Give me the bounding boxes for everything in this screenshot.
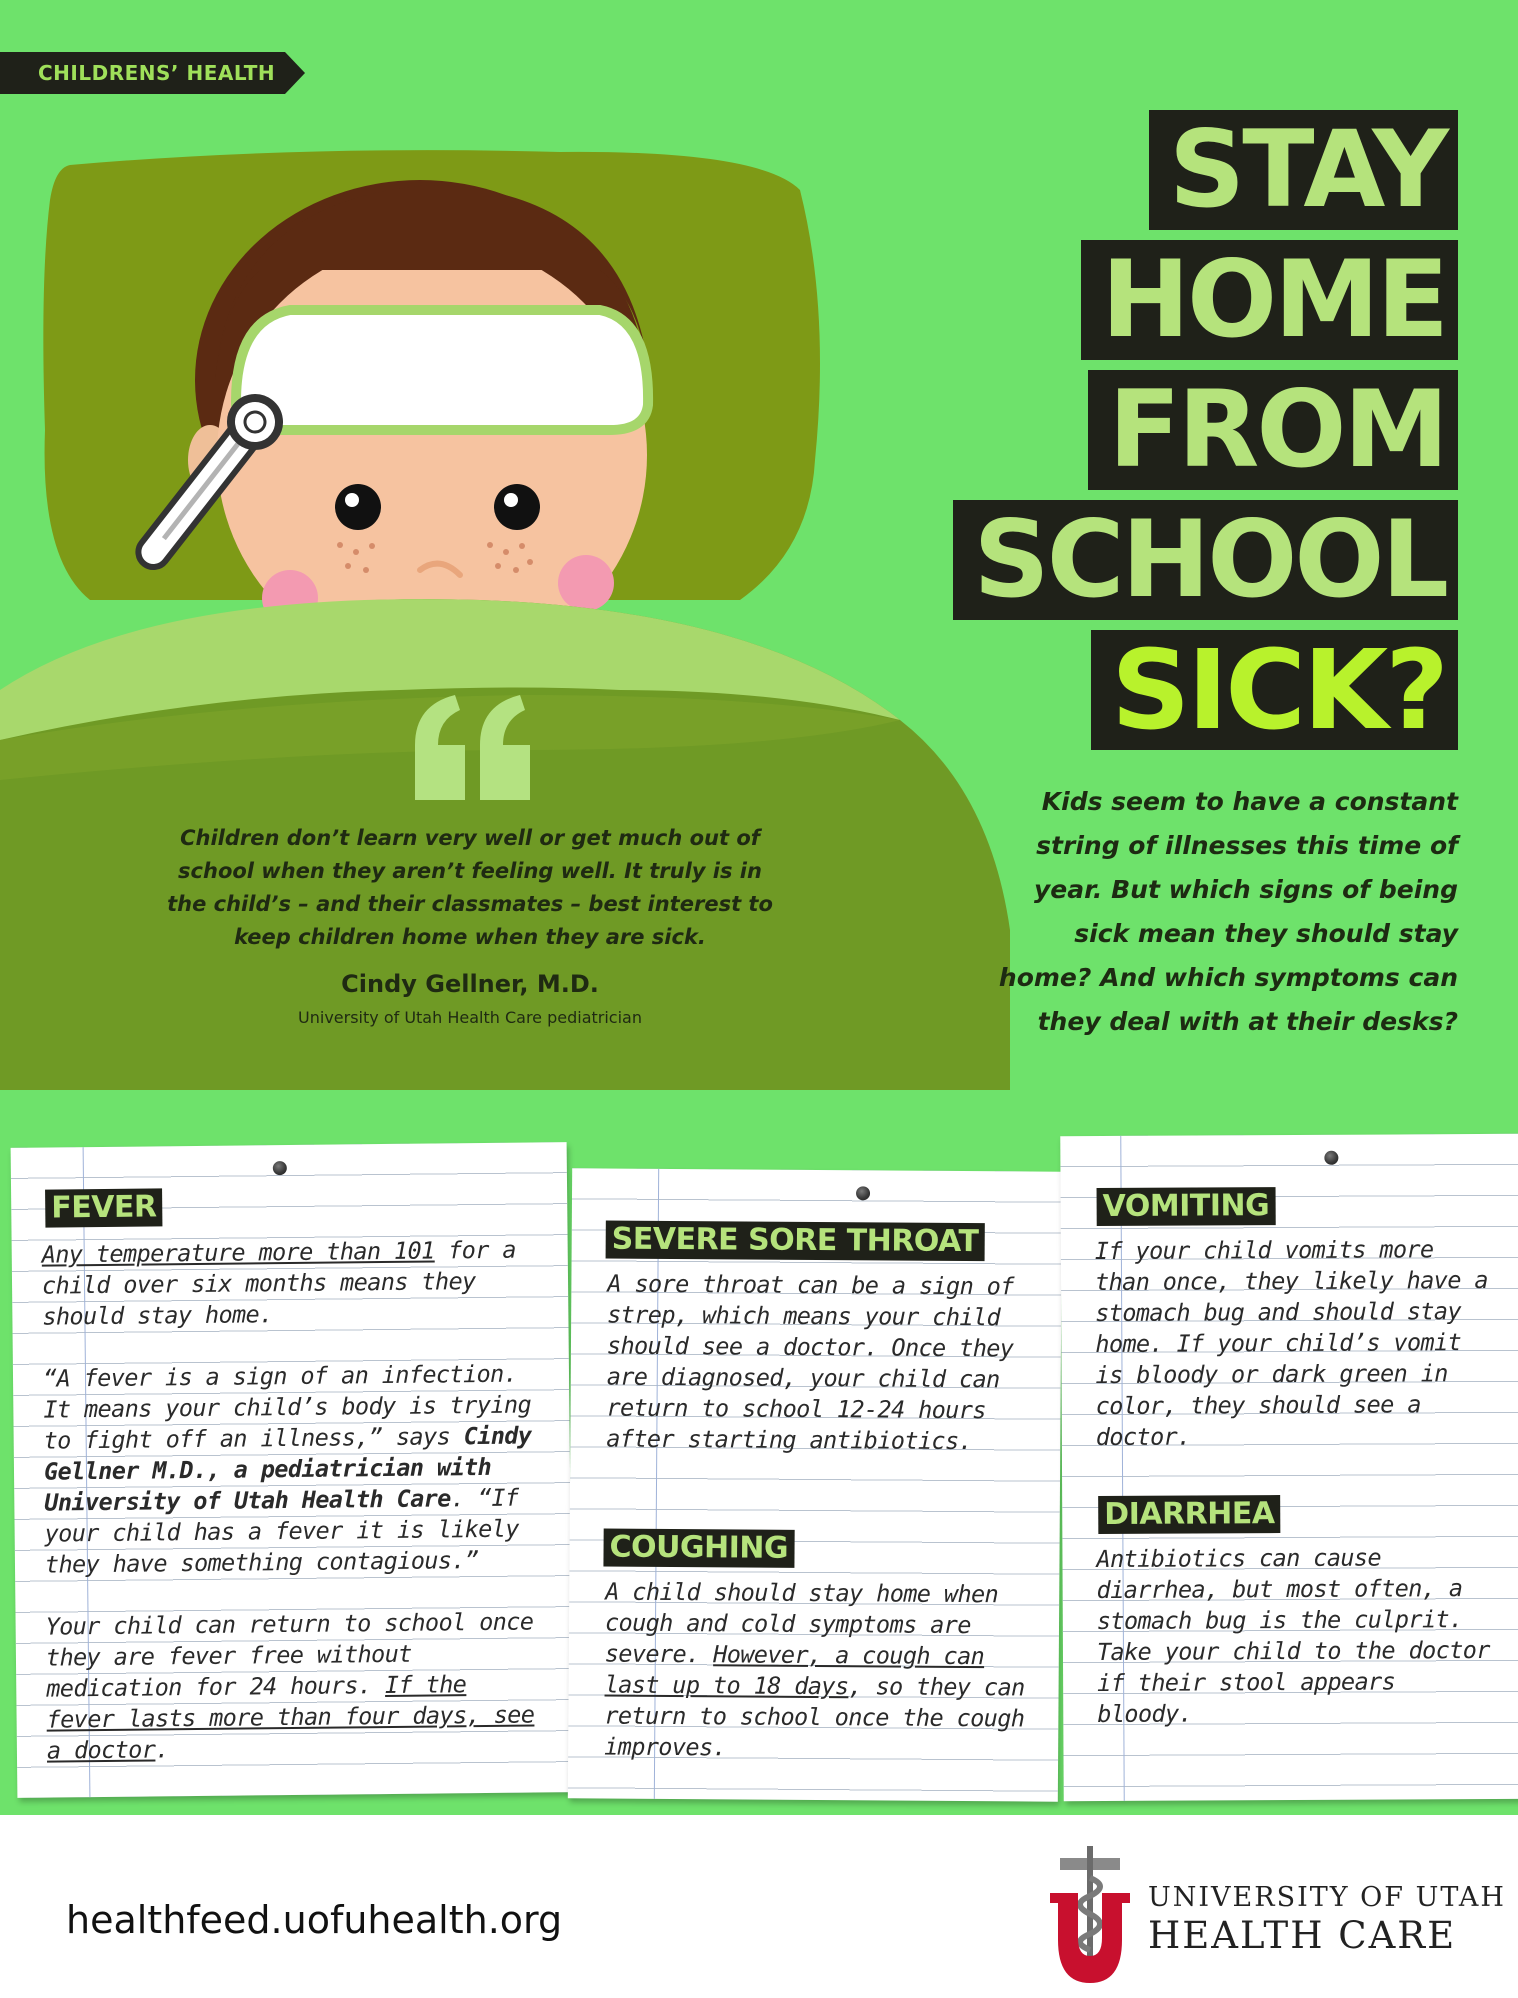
university-logo-icon xyxy=(1040,1838,1140,1988)
pin-icon xyxy=(273,1161,287,1175)
pin-icon xyxy=(856,1186,870,1200)
diarrhea-text: Antibiotics can cause diarrhea, but most often, a stomach bug is the culprit. Take your child to the doctor if their stool appears bloody. xyxy=(1096,1543,1490,1729)
pediatrician-quote: Children don’t learn very well or get much out of school when they aren’t feeling well. It truly is in the child’s – and their classmates – best interest to keep children home when they are sick. xyxy=(167,826,773,949)
quote-mark-icon xyxy=(410,690,540,810)
logo-university-text: UNIVERSITY OF UTAH xyxy=(1148,1882,1506,1913)
coughing-heading: COUGHING xyxy=(603,1529,794,1568)
quote-author-role: University of Utah Health Care pediatrician xyxy=(298,1008,642,1027)
vomiting-text: If your child vomits more than once, they likely have a stomach bug and should stay home. If your child’s vomit is bloody or dark green in color, they should see a doctor. xyxy=(1094,1235,1489,1452)
cough-duration-text: However, a cough can last up to 18 days xyxy=(604,1640,985,1701)
title-line-4: SCHOOL xyxy=(953,500,1458,620)
left-eye xyxy=(335,484,381,530)
fever-text: Any temperature more than 101 for a child over six months means they should stay home. “A fever is a sign of an infection. It means your child’s body is trying to fight off an illness,” says Cindy Gellner M.D., a pediatrician with University of Utah Health Care. “If your child has a fever it is likely they have something contagious.” Your child can return to school once they are fever free without medication for 24 hours. If the fever lasts more than four days, see a doctor. xyxy=(41,1235,535,1765)
sore-throat-heading: SEVERE SORE THROAT xyxy=(606,1221,985,1262)
title-highlight: SICK? xyxy=(1091,630,1458,750)
fever-heading: FEVER xyxy=(45,1188,163,1227)
pin-icon xyxy=(1324,1151,1338,1165)
vomiting-heading: VOMITING xyxy=(1097,1187,1276,1226)
category-label: CHILDRENS’ HEALTH xyxy=(38,61,276,85)
diarrhea-heading: DIARRHEA xyxy=(1098,1495,1281,1534)
intro-text: Kids seem to have a constant string of illnesses this time of year. But which signs of being sick mean they should stay home? And which symptoms can they deal with at their desks? xyxy=(998,787,1458,1036)
right-cheek xyxy=(558,555,614,611)
fever-doctor-advice: If the fever lasts more than four days, see a doctor xyxy=(46,1670,535,1765)
sore-throat-text: A sore throat can be a sign of strep, which means your child should see a doctor. Once they are diagnosed, your child can return to school 12-24 hours after starting antibiotics. xyxy=(606,1269,1014,1456)
fever-threshold-text: Any temperature more than 101 xyxy=(41,1236,435,1269)
fever-note xyxy=(11,1142,574,1798)
throat-cough-note xyxy=(568,1168,1062,1801)
quoted-doctor: Cindy Gellner M.D., a pediatrician with University of Utah Health Care xyxy=(43,1421,532,1517)
vomiting-diarrhea-note xyxy=(1060,1134,1518,1801)
quote-author: Cindy Gellner, M.D. xyxy=(341,970,599,998)
forehead-compress xyxy=(236,310,648,430)
title-line-3: FROM xyxy=(1088,370,1458,490)
title-line-2: HOME xyxy=(1081,240,1458,360)
website-url[interactable]: healthfeed.uofuhealth.org xyxy=(66,1898,563,1942)
right-eye xyxy=(494,484,540,530)
coughing-text: A child should stay home when cough and cold symptoms are severe. However, a cough can last up to 18 days, so they can return to school once the cough improves. xyxy=(604,1577,1025,1762)
logo-health-care-text: HEALTH CARE xyxy=(1148,1914,1457,1957)
title-line-1: STAY xyxy=(1149,110,1458,230)
category-ribbon xyxy=(0,52,305,94)
